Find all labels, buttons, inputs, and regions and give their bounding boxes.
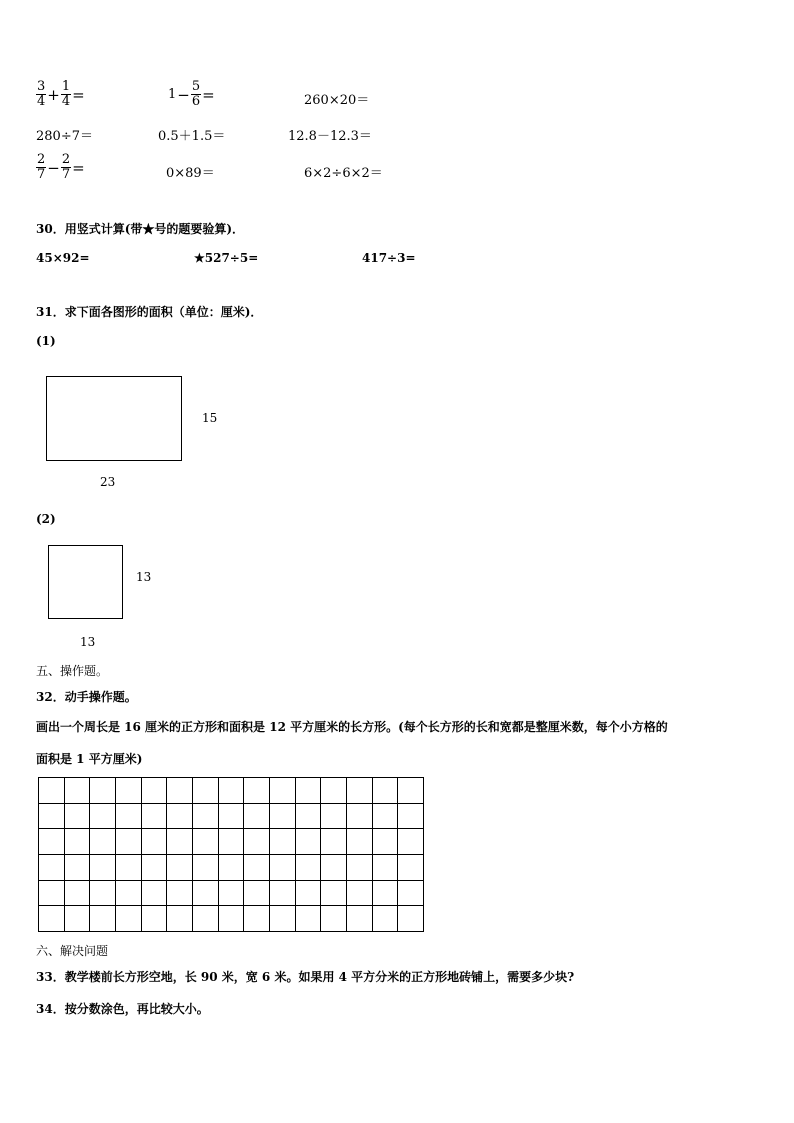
arith-r1c3: 260×20＝: [304, 93, 370, 108]
grid-cell: [295, 777, 321, 803]
numerator: 2: [37, 152, 46, 167]
equals-sign: =: [72, 158, 85, 177]
grid-cell: [320, 777, 346, 803]
grid-cell: [141, 854, 167, 880]
grid-cell: [192, 828, 218, 854]
arith-r2c1: 280÷7＝: [36, 129, 93, 144]
grid-cell: [372, 803, 398, 829]
grid-cell: [397, 828, 423, 854]
grid-cell: [141, 905, 167, 931]
equals-sign: =: [72, 85, 85, 104]
fraction: [61, 153, 71, 182]
arith-r2c3: 12.8－12.3＝: [288, 129, 372, 144]
grid-cell: [346, 854, 372, 880]
grid-cell: [397, 777, 423, 803]
grid-cell: [346, 777, 372, 803]
grid-cell: [141, 777, 167, 803]
grid-cell: [89, 854, 115, 880]
grid-cell: [115, 828, 141, 854]
denominator: 7: [61, 167, 71, 182]
denominator: 4: [37, 94, 46, 109]
grid-cell: [89, 905, 115, 931]
grid-cell: [243, 854, 269, 880]
grid-cell: [89, 880, 115, 906]
grid-cell: [295, 880, 321, 906]
grid-cell: [295, 854, 321, 880]
grid-cell: [320, 854, 346, 880]
square-height-label: 13: [136, 570, 152, 584]
question-33-text: 33．教学楼前长方形空地，长 90 米，宽 6 米。如果用 4 平方分米的正方形地砖铺上，需要多少块?: [36, 970, 575, 984]
grid-cell: [218, 803, 244, 829]
grid-cell: [295, 803, 321, 829]
grid-cell: [38, 828, 64, 854]
grid-cell: [320, 828, 346, 854]
grid-cell: [397, 905, 423, 931]
grid-cell: [397, 854, 423, 880]
grid-cell: [38, 777, 64, 803]
grid-cell: [295, 828, 321, 854]
denominator: 7: [37, 167, 46, 182]
grid-cell: [115, 880, 141, 906]
grid-cell: [269, 828, 295, 854]
numerator: 2: [61, 152, 71, 167]
grid-cell: [346, 828, 372, 854]
fraction: [191, 80, 201, 109]
grid-cell: [295, 905, 321, 931]
section-6-heading: 六、解决问题: [36, 944, 109, 958]
grid-cell: [192, 777, 218, 803]
grid-cell: [372, 828, 398, 854]
grid-cell: [166, 777, 192, 803]
grid-cell: [243, 828, 269, 854]
grid-cell: [115, 905, 141, 931]
grid-cell: [192, 803, 218, 829]
grid-cell: [38, 803, 64, 829]
whole-number: 1: [168, 87, 177, 102]
grid-cell: [89, 777, 115, 803]
question-34-text: 34．按分数涂色，再比较大小。: [36, 1002, 209, 1016]
q30-item-1: 45×92=: [36, 251, 90, 265]
question-32-text-line-2: 面积是 1 平方厘米): [36, 752, 143, 766]
grid-cell: [320, 880, 346, 906]
grid-cell: [218, 880, 244, 906]
denominator: 4: [61, 94, 71, 109]
grid-cell: [218, 828, 244, 854]
fraction: [36, 80, 46, 109]
grid-cell: [372, 880, 398, 906]
grid-cell: [166, 905, 192, 931]
q30-item-2: ★527÷5=: [194, 251, 259, 265]
grid-cell: [269, 777, 295, 803]
rectangle-figure: [46, 376, 182, 461]
grid-cell: [38, 880, 64, 906]
grid-cell: [64, 880, 90, 906]
grid-cell: [38, 905, 64, 931]
grid-cell: [89, 828, 115, 854]
arith-r1c2: [168, 80, 216, 109]
square-width-label: 13: [80, 635, 96, 649]
grid-cell: [115, 854, 141, 880]
arith-r1c1: [36, 80, 86, 109]
grid-cell: [397, 803, 423, 829]
denominator: 6: [191, 94, 201, 109]
grid-cell: [166, 880, 192, 906]
part-2-label: (2): [36, 512, 56, 526]
grid-cell: [269, 905, 295, 931]
section-5-heading: 五、操作题。: [36, 664, 109, 678]
grid-cell: [346, 905, 372, 931]
fraction: [36, 153, 46, 182]
grid-cell: [218, 777, 244, 803]
grid-cell: [269, 803, 295, 829]
question-30-title: 30．用竖式计算(带★号的题要验算)．: [36, 222, 245, 236]
operator: −: [177, 85, 190, 104]
grid-cell: [218, 905, 244, 931]
arith-r3c2: 0×89＝: [166, 166, 215, 181]
arith-r3c3: 6×2÷6×2＝: [304, 166, 383, 181]
grid-cell: [243, 905, 269, 931]
grid-cell: [269, 880, 295, 906]
grid-cell: [243, 803, 269, 829]
grid-cell: [243, 777, 269, 803]
grid-cell: [141, 880, 167, 906]
grid-cell: [64, 828, 90, 854]
grid-cell: [269, 854, 295, 880]
grid-cell: [192, 880, 218, 906]
grid-cell: [64, 803, 90, 829]
grid-cell: [166, 854, 192, 880]
operator: +: [47, 85, 60, 104]
grid-cell: [89, 803, 115, 829]
numerator: 5: [191, 79, 201, 94]
grid-cell: [141, 803, 167, 829]
square-grid: [38, 777, 424, 932]
question-32-title: 32．动手操作题。: [36, 690, 137, 704]
arith-r3c1: [36, 153, 86, 182]
grid-cell: [166, 828, 192, 854]
question-31-title: 31．求下面各图形的面积（单位：厘米)．: [36, 305, 263, 319]
grid-cell: [64, 854, 90, 880]
grid-cell: [115, 777, 141, 803]
grid-cell: [320, 803, 346, 829]
grid-cell: [397, 880, 423, 906]
grid-cell: [64, 777, 90, 803]
grid-cell: [346, 880, 372, 906]
operator: −: [47, 158, 60, 177]
arith-r2c2: 0.5＋1.5＝: [158, 129, 226, 144]
rectangle-height-label: 15: [202, 411, 218, 425]
q30-item-3: 417÷3=: [362, 251, 416, 265]
grid-cell: [372, 905, 398, 931]
part-1-label: (1): [36, 334, 56, 348]
grid-cell: [346, 803, 372, 829]
question-32-text-line-1: 画出一个周长是 16 厘米的正方形和面积是 12 平方厘米的长方形。(每个长方形的长和宽都是整厘米数，每个小方格的: [36, 720, 668, 734]
grid-cell: [192, 854, 218, 880]
numerator: 3: [37, 79, 46, 94]
grid-cell: [38, 854, 64, 880]
numerator: 1: [61, 79, 71, 94]
rectangle-width-label: 23: [100, 475, 116, 489]
grid-cell: [243, 880, 269, 906]
grid-cell: [218, 854, 244, 880]
equals-sign: =: [202, 85, 215, 104]
grid-cell: [372, 777, 398, 803]
grid-cell: [64, 905, 90, 931]
grid-cell: [115, 803, 141, 829]
grid-cell: [166, 803, 192, 829]
grid-cell: [141, 828, 167, 854]
fraction: [61, 80, 71, 109]
grid-cell: [372, 854, 398, 880]
square-figure: [48, 545, 123, 619]
grid-cell: [192, 905, 218, 931]
grid-cell: [320, 905, 346, 931]
